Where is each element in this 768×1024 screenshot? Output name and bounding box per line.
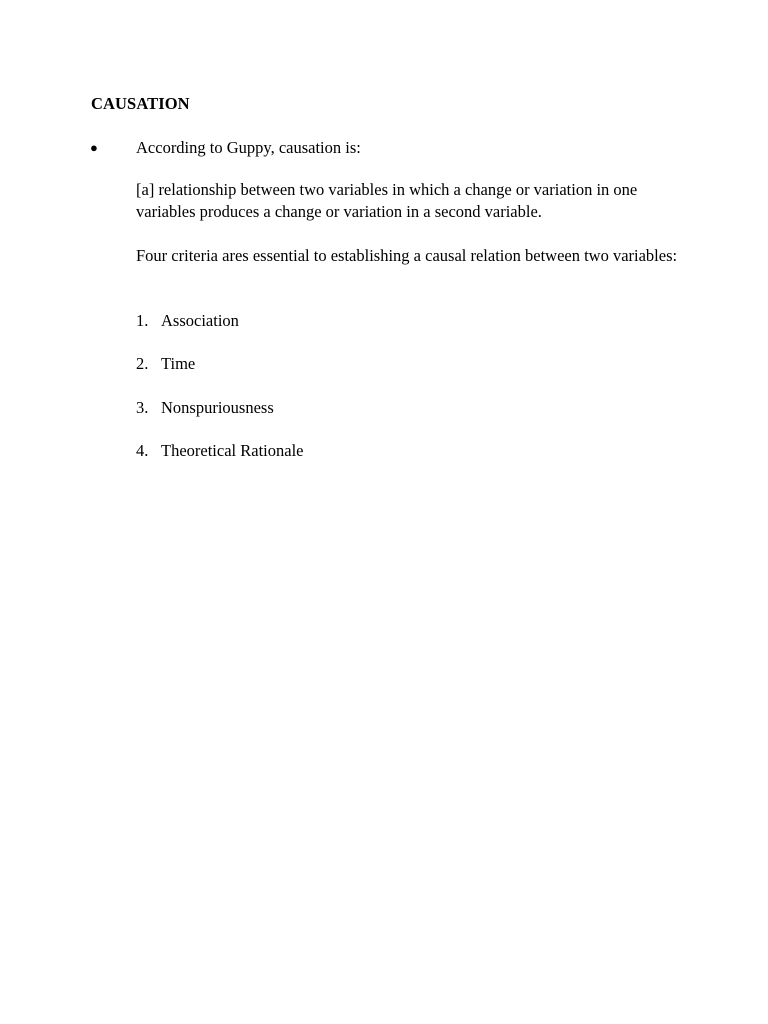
criteria-list-item bbox=[136, 440, 303, 462]
section-heading: CAUSATION bbox=[91, 94, 190, 113]
list-item-number: 2. bbox=[136, 354, 149, 373]
list-item-label: Theoretical Rationale bbox=[161, 441, 304, 460]
intro-text: According to Guppy, causation is: bbox=[136, 138, 361, 157]
definition-quote: [a] relationship between two variables in which a change or variation in one variables produces a change or variation in a second variable. bbox=[136, 180, 638, 221]
list-item-label: Association bbox=[161, 311, 239, 330]
list-item-label: Time bbox=[161, 354, 196, 373]
criteria-intro-text: Four criteria ares essential to establishing a causal relation between two variables: bbox=[136, 246, 678, 265]
criteria-list-item bbox=[136, 353, 195, 375]
list-item-number: 1. bbox=[136, 311, 149, 330]
list-item-number: 4. bbox=[136, 441, 149, 460]
criteria-list-item bbox=[136, 397, 274, 419]
list-item-label: Nonspuriousness bbox=[161, 398, 274, 417]
criteria-list-item bbox=[136, 310, 239, 332]
list-item-number: 3. bbox=[136, 398, 149, 417]
bullet-icon: ● bbox=[90, 140, 98, 155]
